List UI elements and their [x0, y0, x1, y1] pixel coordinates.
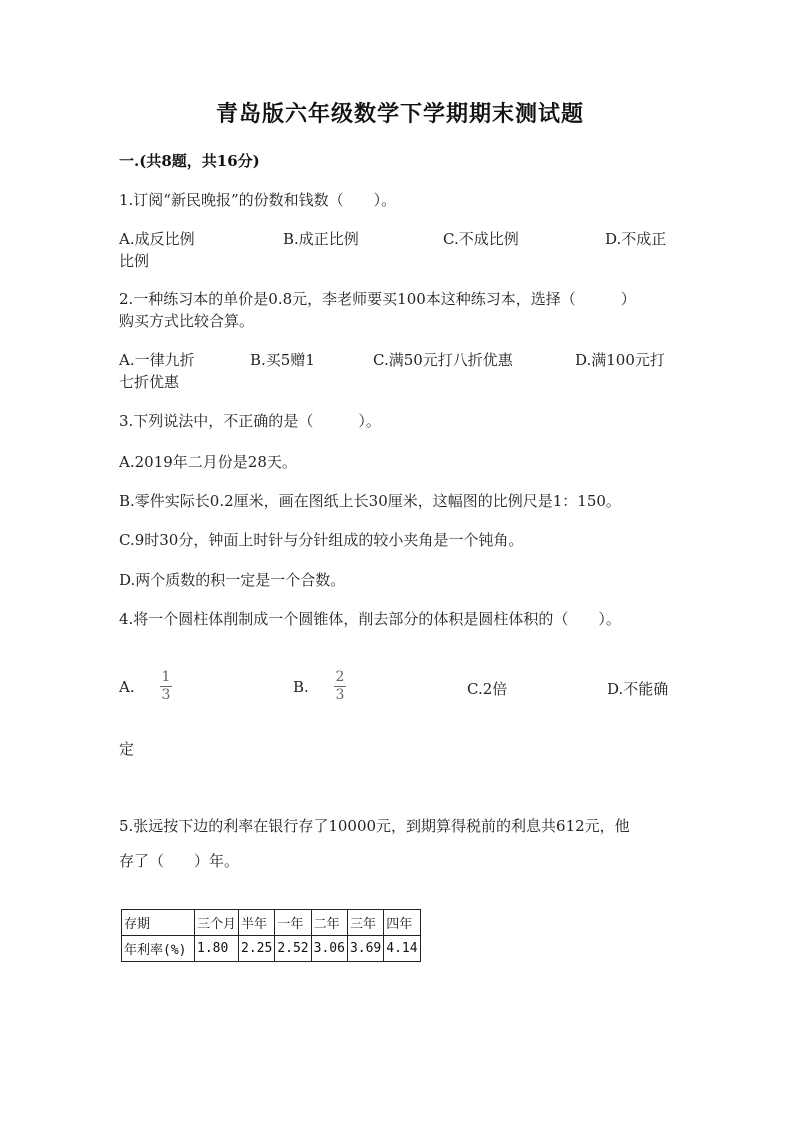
question-2-option-b: B.买5赠1 [250, 351, 315, 369]
question-5-stem: 5.张远按下边的利率在银行存了10000元，到期算得税前的利息共612元，他 [119, 817, 630, 835]
table-cell: 三年 [347, 910, 383, 936]
question-3-option-a: A.2019年二月份是28天。 [119, 453, 297, 471]
question-2-option-c: C.满50元打八折优惠 [373, 351, 513, 369]
question-3-option-c: C.9时30分，钟面上时针与分针组成的较小夹角是一个钝角。 [119, 531, 524, 549]
fraction-numerator: 1 [161, 669, 171, 685]
question-4-option-a-fraction [160, 670, 172, 703]
question-4-option-a-label: A. [119, 678, 135, 696]
question-4-option-d-continued: 定 [119, 740, 135, 758]
question-1-option-b: B.成正比例 [283, 230, 359, 248]
table-cell: 年利率(%) [122, 936, 195, 962]
question-2-option-d: D.满100元打 [575, 351, 665, 369]
table-cell: 二年 [311, 910, 347, 936]
question-3-option-d: D.两个质数的积一定是一个合数。 [119, 571, 346, 589]
question-3-option-b: B.零件实际长0.2厘米，画在图纸上长30厘米，这幅图的比例尺是1：150。 [119, 492, 621, 510]
question-5-stem-continued: 存了（ ）年。 [119, 852, 240, 870]
table-cell: 三个月 [195, 910, 239, 936]
table-cell: 一年 [275, 910, 311, 936]
question-2-stem: 2.一种练习本的单价是0.8元，李老师要买100本这种练习本，选择（ ） [119, 290, 636, 308]
question-3-stem: 3.下列说法中，不正确的是（ ）。 [119, 412, 381, 430]
question-2-option-d-continued: 七折优惠 [119, 373, 180, 391]
table-cell: 存期 [122, 910, 195, 936]
question-1-stem: 1.订阅“新民晚报”的份数和钱数（ ）。 [119, 191, 397, 209]
question-1-option-d: D.不成正 [605, 230, 667, 248]
table-row [122, 936, 421, 962]
fraction-numerator: 2 [335, 669, 345, 685]
table-cell: 1.80 [195, 936, 239, 962]
table-cell: 半年 [239, 910, 275, 936]
table-cell: 3.69 [347, 936, 383, 962]
question-1-option-d-continued: 比例 [119, 252, 150, 270]
question-2-option-a: A.一律九折 [119, 351, 195, 369]
interest-rate-table [121, 909, 421, 962]
table-cell: 4.14 [384, 936, 420, 962]
section-heading: 一.(共8题，共16分) [119, 152, 260, 170]
page-title: 青岛版六年级数学下学期期末测试题 [215, 101, 584, 127]
question-1-option-a: A.成反比例 [119, 230, 195, 248]
question-4-option-b-fraction [334, 670, 346, 703]
fraction-denominator: 3 [161, 687, 171, 703]
table-cell: 四年 [384, 910, 420, 936]
question-4-option-d: D.不能确 [607, 680, 669, 698]
question-4-option-b-label: B. [293, 678, 309, 696]
fraction-denominator: 3 [335, 687, 345, 703]
table-header-row [122, 910, 421, 936]
question-4-option-c: C.2倍 [467, 680, 508, 698]
table-cell: 2.25 [239, 936, 275, 962]
question-2-stem-continued: 购买方式比较合算。 [119, 312, 255, 330]
question-1-option-c: C.不成比例 [443, 230, 519, 248]
table-cell: 2.52 [275, 936, 311, 962]
question-4-stem: 4.将一个圆柱体削制成一个圆锥体，削去部分的体积是圆柱体积的（ ）。 [119, 610, 621, 628]
table-cell: 3.06 [311, 936, 347, 962]
